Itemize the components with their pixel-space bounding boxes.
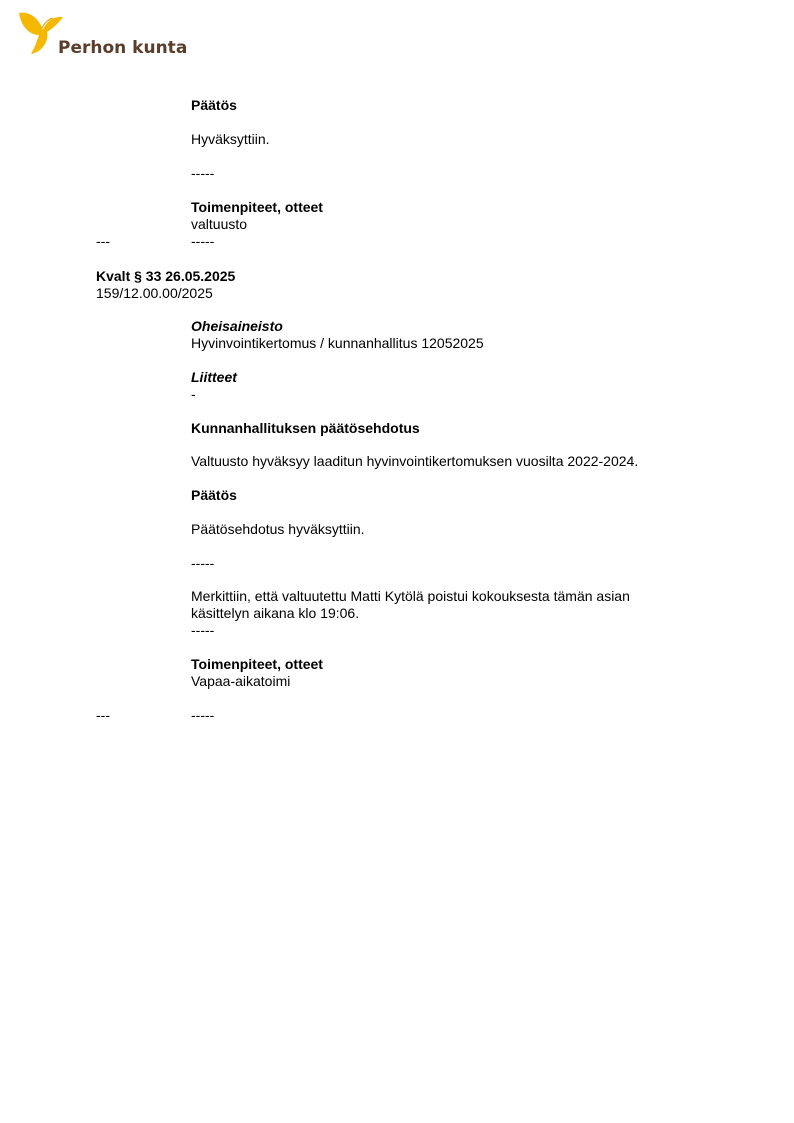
attachment-material-text: Hyvinvointikertomus / kunnanhallitus 12052025 — [191, 335, 484, 351]
left-marker: --- — [96, 233, 110, 249]
case-heading: Kvalt § 33 26.05.2025 — [96, 268, 236, 284]
actions-text: valtuusto — [191, 216, 248, 232]
separator: ----- — [191, 707, 215, 723]
actions-heading: Toimenpiteet, otteet — [191, 199, 323, 215]
actions-heading: Toimenpiteet, otteet — [191, 656, 323, 672]
proposal-heading: Kunnanhallituksen päätösehdotus — [191, 420, 420, 436]
logo-text: Perhon kunta — [58, 38, 188, 58]
case-number: 159/12.00.00/2025 — [96, 285, 213, 301]
actions-text: Vapaa-aikatoimi — [191, 673, 291, 689]
separator: ----- — [191, 622, 215, 638]
attachment-material-heading: Oheisaineisto — [191, 318, 283, 334]
separator: ----- — [191, 555, 215, 571]
left-marker: --- — [96, 707, 110, 723]
decision-text: Hyväksyttiin. — [191, 131, 270, 147]
decision-text: Päätösehdotus hyväksyttiin. — [191, 521, 365, 537]
proposal-text: Valtuusto hyväksyy laaditun hyvinvointikertomuksen vuosilta 2022-2024. — [191, 453, 639, 469]
note-text: Merkittiin, että valtuutettu Matti Kytölä poistui kokouksesta tämän asian käsittelyn aikana klo 19:06. — [191, 588, 630, 621]
separator: ----- — [191, 165, 215, 181]
decision-heading: Päätös — [191, 97, 237, 113]
attachments-heading: Liitteet — [191, 369, 237, 385]
attachments-text: - — [191, 386, 196, 402]
decision-heading: Päätös — [191, 487, 237, 503]
separator: ----- — [191, 233, 215, 249]
